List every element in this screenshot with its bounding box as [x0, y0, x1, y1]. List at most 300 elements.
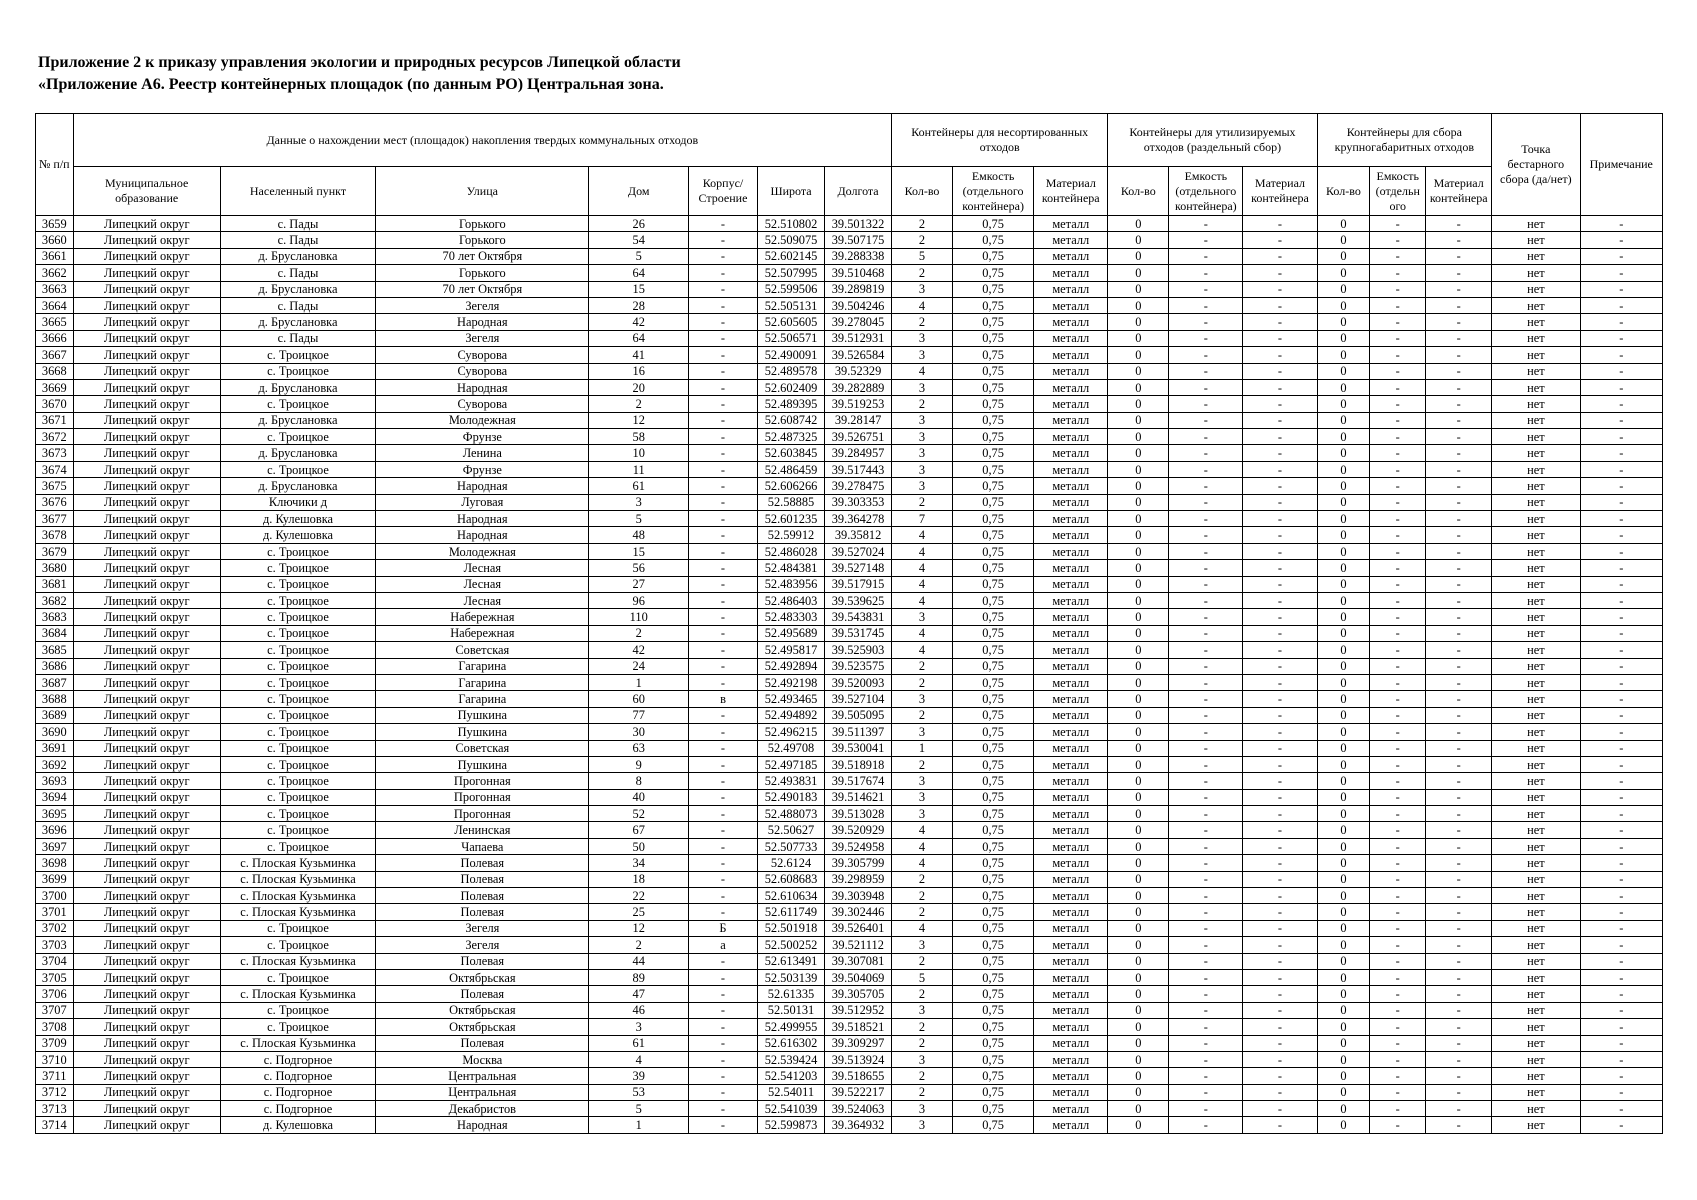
cell-unsorted-material: металл [1034, 707, 1108, 723]
cell-bagless: нет [1492, 904, 1580, 920]
cell-number: 3692 [36, 756, 74, 772]
col-house: Дом [589, 167, 689, 216]
cell-lat: 52.496215 [758, 724, 825, 740]
cell-unsorted-material: металл [1034, 216, 1108, 232]
cell-building: - [688, 855, 757, 871]
cell-bulky-material: - [1426, 494, 1492, 510]
cell-unsorted-capacity: 0,75 [952, 822, 1033, 838]
cell-lon: 39.518918 [825, 756, 892, 772]
cell-unsorted-capacity: 0,75 [952, 1068, 1033, 1084]
cell-recycle-material: - [1243, 625, 1317, 641]
cell-unsorted-material: металл [1034, 527, 1108, 543]
cell-recycle-qty: 0 [1108, 674, 1169, 690]
cell-recycle-material: - [1243, 904, 1317, 920]
cell-recycle-material: - [1243, 330, 1317, 346]
col-settlement: Населенный пункт [220, 167, 375, 216]
cell-recycle-material: - [1243, 379, 1317, 395]
cell-bulky-qty: 0 [1317, 609, 1370, 625]
cell-settlement: с. Подгорное [220, 1084, 375, 1100]
cell-municipality: Липецкий округ [73, 822, 220, 838]
cell-street: Народная [376, 478, 589, 494]
cell-bulky-qty: 0 [1317, 953, 1370, 969]
cell-unsorted-material: металл [1034, 445, 1108, 461]
cell-settlement: с. Троицкое [220, 363, 375, 379]
cell-bagless: нет [1492, 494, 1580, 510]
cell-bagless: нет [1492, 724, 1580, 740]
cell-house: 3 [589, 1019, 689, 1035]
cell-bulky-capacity: - [1370, 396, 1426, 412]
cell-bulky-material: - [1426, 1068, 1492, 1084]
cell-settlement: с. Троицкое [220, 592, 375, 608]
cell-unsorted-material: металл [1034, 658, 1108, 674]
cell-recycle-qty: 0 [1108, 445, 1169, 461]
cell-recycle-capacity: - [1169, 691, 1243, 707]
cell-lat: 52.492198 [758, 674, 825, 690]
table-row [36, 674, 1663, 690]
cell-recycle-material: - [1243, 412, 1317, 428]
cell-note: - [1580, 248, 1662, 264]
cell-building: - [688, 986, 757, 1002]
cell-street: Суворова [376, 347, 589, 363]
cell-unsorted-qty: 2 [892, 396, 953, 412]
cell-lon: 39.364278 [825, 511, 892, 527]
table-row [36, 740, 1663, 756]
col-recycle-capacity: Емкость (отдельного контейнера) [1169, 167, 1243, 216]
table-row [36, 1035, 1663, 1051]
cell-municipality: Липецкий округ [73, 838, 220, 854]
cell-unsorted-capacity: 0,75 [952, 838, 1033, 854]
cell-lon: 39.303353 [825, 494, 892, 510]
cell-bulky-material: - [1426, 445, 1492, 461]
cell-street: Фрунзе [376, 461, 589, 477]
cell-house: 42 [589, 642, 689, 658]
cell-municipality: Липецкий округ [73, 724, 220, 740]
cell-lat: 52.500252 [758, 937, 825, 953]
cell-municipality: Липецкий округ [73, 461, 220, 477]
cell-recycle-capacity: - [1169, 789, 1243, 805]
table-row [36, 379, 1663, 395]
cell-unsorted-capacity: 0,75 [952, 379, 1033, 395]
cell-unsorted-material: металл [1034, 1002, 1108, 1018]
cell-unsorted-qty: 3 [892, 937, 953, 953]
cell-lon: 39.520093 [825, 674, 892, 690]
cell-recycle-qty: 0 [1108, 478, 1169, 494]
cell-unsorted-material: металл [1034, 265, 1108, 281]
cell-number: 3666 [36, 330, 74, 346]
cell-recycle-material: - [1243, 396, 1317, 412]
cell-building: - [688, 560, 757, 576]
cell-house: 5 [589, 1101, 689, 1117]
cell-recycle-qty: 0 [1108, 740, 1169, 756]
cell-lon: 39.505095 [825, 707, 892, 723]
col-street: Улица [376, 167, 589, 216]
cell-house: 25 [589, 904, 689, 920]
cell-unsorted-capacity: 0,75 [952, 724, 1033, 740]
cell-unsorted-material: металл [1034, 396, 1108, 412]
cell-unsorted-qty: 4 [892, 920, 953, 936]
cell-bulky-qty: 0 [1317, 773, 1370, 789]
cell-house: 44 [589, 953, 689, 969]
cell-recycle-capacity: - [1169, 314, 1243, 330]
cell-bulky-material: - [1426, 265, 1492, 281]
cell-bulky-capacity: - [1370, 986, 1426, 1002]
cell-municipality: Липецкий округ [73, 740, 220, 756]
cell-house: 58 [589, 429, 689, 445]
cell-bulky-capacity: - [1370, 937, 1426, 953]
col-unsorted-qty: Кол-во [892, 167, 953, 216]
cell-unsorted-capacity: 0,75 [952, 281, 1033, 297]
cell-unsorted-material: металл [1034, 920, 1108, 936]
cell-recycle-material: - [1243, 740, 1317, 756]
cell-street: Прогонная [376, 773, 589, 789]
cell-bagless: нет [1492, 265, 1580, 281]
cell-settlement: с. Троицкое [220, 969, 375, 985]
cell-building: - [688, 740, 757, 756]
cell-unsorted-capacity: 0,75 [952, 871, 1033, 887]
cell-municipality: Липецкий округ [73, 806, 220, 822]
cell-house: 64 [589, 265, 689, 281]
table-row [36, 560, 1663, 576]
cell-unsorted-capacity: 0,75 [952, 691, 1033, 707]
cell-house: 53 [589, 1084, 689, 1100]
cell-unsorted-qty: 4 [892, 855, 953, 871]
cell-recycle-capacity: - [1169, 904, 1243, 920]
cell-unsorted-material: металл [1034, 1117, 1108, 1133]
cell-building: в [688, 691, 757, 707]
cell-municipality: Липецкий округ [73, 232, 220, 248]
cell-settlement: с. Троицкое [220, 806, 375, 822]
cell-unsorted-qty: 2 [892, 1019, 953, 1035]
cell-bulky-capacity: - [1370, 478, 1426, 494]
cell-number: 3674 [36, 461, 74, 477]
cell-recycle-capacity: - [1169, 986, 1243, 1002]
table-row [36, 871, 1663, 887]
cell-unsorted-qty: 3 [892, 412, 953, 428]
cell-recycle-material: - [1243, 363, 1317, 379]
cell-unsorted-capacity: 0,75 [952, 232, 1033, 248]
cell-unsorted-qty: 3 [892, 461, 953, 477]
cell-building: - [688, 1101, 757, 1117]
cell-settlement: с. Троицкое [220, 461, 375, 477]
cell-number: 3705 [36, 969, 74, 985]
cell-bulky-qty: 0 [1317, 592, 1370, 608]
cell-street: Москва [376, 1051, 589, 1067]
cell-unsorted-qty: 2 [892, 1035, 953, 1051]
cell-building: - [688, 724, 757, 740]
cell-recycle-material: - [1243, 1117, 1317, 1133]
cell-recycle-capacity: - [1169, 478, 1243, 494]
cell-bagless: нет [1492, 396, 1580, 412]
cell-unsorted-qty: 2 [892, 216, 953, 232]
cell-bulky-capacity: - [1370, 216, 1426, 232]
cell-lon: 39.278045 [825, 314, 892, 330]
col-note: Примечание [1580, 114, 1662, 216]
cell-recycle-qty: 0 [1108, 888, 1169, 904]
table-row [36, 232, 1663, 248]
cell-street: 70 лет Октября [376, 248, 589, 264]
cell-unsorted-qty: 3 [892, 1002, 953, 1018]
cell-building: - [688, 216, 757, 232]
cell-bulky-material: - [1426, 314, 1492, 330]
col-lon: Долгота [825, 167, 892, 216]
cell-bulky-capacity: - [1370, 822, 1426, 838]
cell-municipality: Липецкий округ [73, 658, 220, 674]
cell-building: - [688, 297, 757, 313]
cell-bulky-material: - [1426, 576, 1492, 592]
cell-note: - [1580, 281, 1662, 297]
cell-bulky-capacity: - [1370, 838, 1426, 854]
cell-house: 1 [589, 674, 689, 690]
cell-building: - [688, 658, 757, 674]
cell-unsorted-capacity: 0,75 [952, 937, 1033, 953]
cell-house: 50 [589, 838, 689, 854]
cell-municipality: Липецкий округ [73, 871, 220, 887]
cell-lat: 52.494892 [758, 707, 825, 723]
cell-unsorted-capacity: 0,75 [952, 429, 1033, 445]
cell-bagless: нет [1492, 674, 1580, 690]
cell-number: 3667 [36, 347, 74, 363]
cell-unsorted-material: металл [1034, 1035, 1108, 1051]
cell-lat: 52.505131 [758, 297, 825, 313]
cell-recycle-qty: 0 [1108, 281, 1169, 297]
heading-line-1: Приложение 2 к приказу управления экологии и природных ресурсов Липецкой области [38, 54, 681, 71]
cell-street: Полевая [376, 871, 589, 887]
cell-note: - [1580, 232, 1662, 248]
cell-recycle-material: - [1243, 609, 1317, 625]
cell-bulky-material: - [1426, 297, 1492, 313]
cell-settlement: с. Плоская Кузьминка [220, 953, 375, 969]
cell-building: - [688, 1035, 757, 1051]
cell-building: - [688, 248, 757, 264]
cell-lon: 39.305705 [825, 986, 892, 1002]
cell-bagless: нет [1492, 888, 1580, 904]
cell-number: 3660 [36, 232, 74, 248]
cell-house: 61 [589, 478, 689, 494]
cell-building: - [688, 396, 757, 412]
cell-unsorted-material: металл [1034, 871, 1108, 887]
cell-bulky-qty: 0 [1317, 822, 1370, 838]
cell-bulky-qty: 0 [1317, 986, 1370, 1002]
cell-lon: 39.501322 [825, 216, 892, 232]
cell-street: Пушкина [376, 756, 589, 772]
cell-bulky-qty: 0 [1317, 265, 1370, 281]
cell-unsorted-qty: 3 [892, 429, 953, 445]
cell-lon: 39.364932 [825, 1117, 892, 1133]
cell-note: - [1580, 1101, 1662, 1117]
cell-recycle-material: - [1243, 216, 1317, 232]
cell-lat: 52.50627 [758, 822, 825, 838]
cell-number: 3702 [36, 920, 74, 936]
cell-unsorted-qty: 2 [892, 1068, 953, 1084]
cell-bulky-qty: 0 [1317, 806, 1370, 822]
cell-building: - [688, 429, 757, 445]
cell-building: - [688, 445, 757, 461]
cell-bulky-qty: 0 [1317, 625, 1370, 641]
cell-bulky-material: - [1426, 330, 1492, 346]
cell-recycle-capacity: - [1169, 232, 1243, 248]
cell-note: - [1580, 642, 1662, 658]
col-building: Корпус/ Строение [688, 167, 757, 216]
cell-unsorted-qty: 3 [892, 281, 953, 297]
cell-recycle-material: - [1243, 806, 1317, 822]
cell-lon: 39.35812 [825, 527, 892, 543]
cell-settlement: с. Троицкое [220, 429, 375, 445]
cell-lon: 39.512952 [825, 1002, 892, 1018]
cell-number: 3661 [36, 248, 74, 264]
cell-recycle-capacity: - [1169, 1117, 1243, 1133]
table-row [36, 248, 1663, 264]
cell-bulky-qty: 0 [1317, 904, 1370, 920]
cell-unsorted-material: металл [1034, 429, 1108, 445]
cell-house: 89 [589, 969, 689, 985]
cell-settlement: с. Троицкое [220, 674, 375, 690]
cell-building: - [688, 527, 757, 543]
cell-lon: 39.298959 [825, 871, 892, 887]
cell-note: - [1580, 363, 1662, 379]
cell-bulky-capacity: - [1370, 560, 1426, 576]
cell-recycle-capacity: - [1169, 724, 1243, 740]
cell-recycle-capacity: - [1169, 1019, 1243, 1035]
cell-lon: 39.526584 [825, 347, 892, 363]
cell-note: - [1580, 822, 1662, 838]
cell-bagless: нет [1492, 314, 1580, 330]
cell-unsorted-qty: 5 [892, 969, 953, 985]
cell-bagless: нет [1492, 740, 1580, 756]
cell-house: 5 [589, 511, 689, 527]
cell-number: 3698 [36, 855, 74, 871]
cell-recycle-capacity: - [1169, 445, 1243, 461]
cell-bulky-capacity: - [1370, 888, 1426, 904]
cell-bagless: нет [1492, 1117, 1580, 1133]
cell-lat: 52.495817 [758, 642, 825, 658]
cell-building: - [688, 363, 757, 379]
cell-building: - [688, 1084, 757, 1100]
cell-house: 56 [589, 560, 689, 576]
cell-recycle-capacity: - [1169, 609, 1243, 625]
table-row [36, 445, 1663, 461]
cell-unsorted-material: металл [1034, 281, 1108, 297]
cell-lon: 39.527024 [825, 543, 892, 559]
cell-unsorted-material: металл [1034, 838, 1108, 854]
cell-unsorted-material: металл [1034, 1101, 1108, 1117]
cell-street: Горького [376, 232, 589, 248]
cell-unsorted-qty: 4 [892, 642, 953, 658]
cell-lon: 39.543831 [825, 609, 892, 625]
cell-unsorted-material: металл [1034, 986, 1108, 1002]
cell-municipality: Липецкий округ [73, 1002, 220, 1018]
cell-note: - [1580, 674, 1662, 690]
cell-note: - [1580, 888, 1662, 904]
cell-note: - [1580, 1019, 1662, 1035]
cell-settlement: с. Плоская Кузьминка [220, 904, 375, 920]
table-row [36, 1068, 1663, 1084]
cell-bulky-capacity: - [1370, 494, 1426, 510]
cell-unsorted-qty: 3 [892, 724, 953, 740]
cell-note: - [1580, 1035, 1662, 1051]
cell-lon: 39.284957 [825, 445, 892, 461]
cell-bulky-capacity: - [1370, 379, 1426, 395]
cell-recycle-material: - [1243, 855, 1317, 871]
cell-number: 3694 [36, 789, 74, 805]
cell-house: 10 [589, 445, 689, 461]
cell-street: Лесная [376, 560, 589, 576]
cell-house: 12 [589, 412, 689, 428]
cell-unsorted-capacity: 0,75 [952, 953, 1033, 969]
cell-building: - [688, 888, 757, 904]
cell-unsorted-material: металл [1034, 461, 1108, 477]
cell-note: - [1580, 560, 1662, 576]
cell-recycle-capacity: - [1169, 412, 1243, 428]
cell-bulky-qty: 0 [1317, 756, 1370, 772]
cell-settlement: с. Троицкое [220, 347, 375, 363]
cell-lat: 52.487325 [758, 429, 825, 445]
cell-recycle-qty: 0 [1108, 347, 1169, 363]
cell-recycle-qty: 0 [1108, 265, 1169, 281]
cell-recycle-qty: 0 [1108, 1101, 1169, 1117]
cell-bulky-qty: 0 [1317, 445, 1370, 461]
cell-bulky-capacity: - [1370, 1117, 1426, 1133]
cell-bulky-capacity: - [1370, 1101, 1426, 1117]
cell-lat: 52.616302 [758, 1035, 825, 1051]
cell-lat: 52.493831 [758, 773, 825, 789]
cell-recycle-capacity: - [1169, 216, 1243, 232]
cell-bulky-capacity: - [1370, 724, 1426, 740]
cell-number: 3668 [36, 363, 74, 379]
cell-municipality: Липецкий округ [73, 265, 220, 281]
cell-bulky-capacity: - [1370, 773, 1426, 789]
cell-settlement: с. Троицкое [220, 920, 375, 936]
cell-lat: 52.510802 [758, 216, 825, 232]
cell-bulky-material: - [1426, 855, 1492, 871]
cell-bulky-qty: 0 [1317, 527, 1370, 543]
cell-municipality: Липецкий округ [73, 674, 220, 690]
cell-recycle-capacity: - [1169, 838, 1243, 854]
cell-bulky-material: - [1426, 1002, 1492, 1018]
cell-unsorted-material: металл [1034, 248, 1108, 264]
cell-bulky-capacity: - [1370, 445, 1426, 461]
cell-municipality: Липецкий округ [73, 1019, 220, 1035]
cell-unsorted-material: металл [1034, 789, 1108, 805]
cell-lon: 39.521112 [825, 937, 892, 953]
cell-unsorted-capacity: 0,75 [952, 297, 1033, 313]
cell-number: 3700 [36, 888, 74, 904]
cell-municipality: Липецкий округ [73, 855, 220, 871]
cell-unsorted-material: металл [1034, 609, 1108, 625]
cell-house: 96 [589, 592, 689, 608]
cell-bulky-material: - [1426, 543, 1492, 559]
cell-street: Суворова [376, 396, 589, 412]
cell-bulky-qty: 0 [1317, 297, 1370, 313]
cell-unsorted-capacity: 0,75 [952, 527, 1033, 543]
cell-house: 67 [589, 822, 689, 838]
cell-note: - [1580, 576, 1662, 592]
cell-bulky-capacity: - [1370, 1035, 1426, 1051]
cell-building: - [688, 494, 757, 510]
table-row [36, 363, 1663, 379]
cell-unsorted-capacity: 0,75 [952, 347, 1033, 363]
cell-bulky-material: - [1426, 871, 1492, 887]
table-body [36, 216, 1663, 1134]
cell-number: 3691 [36, 740, 74, 756]
cell-bulky-material: - [1426, 888, 1492, 904]
cell-bulky-material: - [1426, 1084, 1492, 1100]
cell-building: - [688, 1051, 757, 1067]
cell-street: Полевая [376, 986, 589, 1002]
cell-settlement: с. Пады [220, 216, 375, 232]
cell-note: - [1580, 969, 1662, 985]
cell-bagless: нет [1492, 609, 1580, 625]
cell-recycle-capacity: - [1169, 822, 1243, 838]
